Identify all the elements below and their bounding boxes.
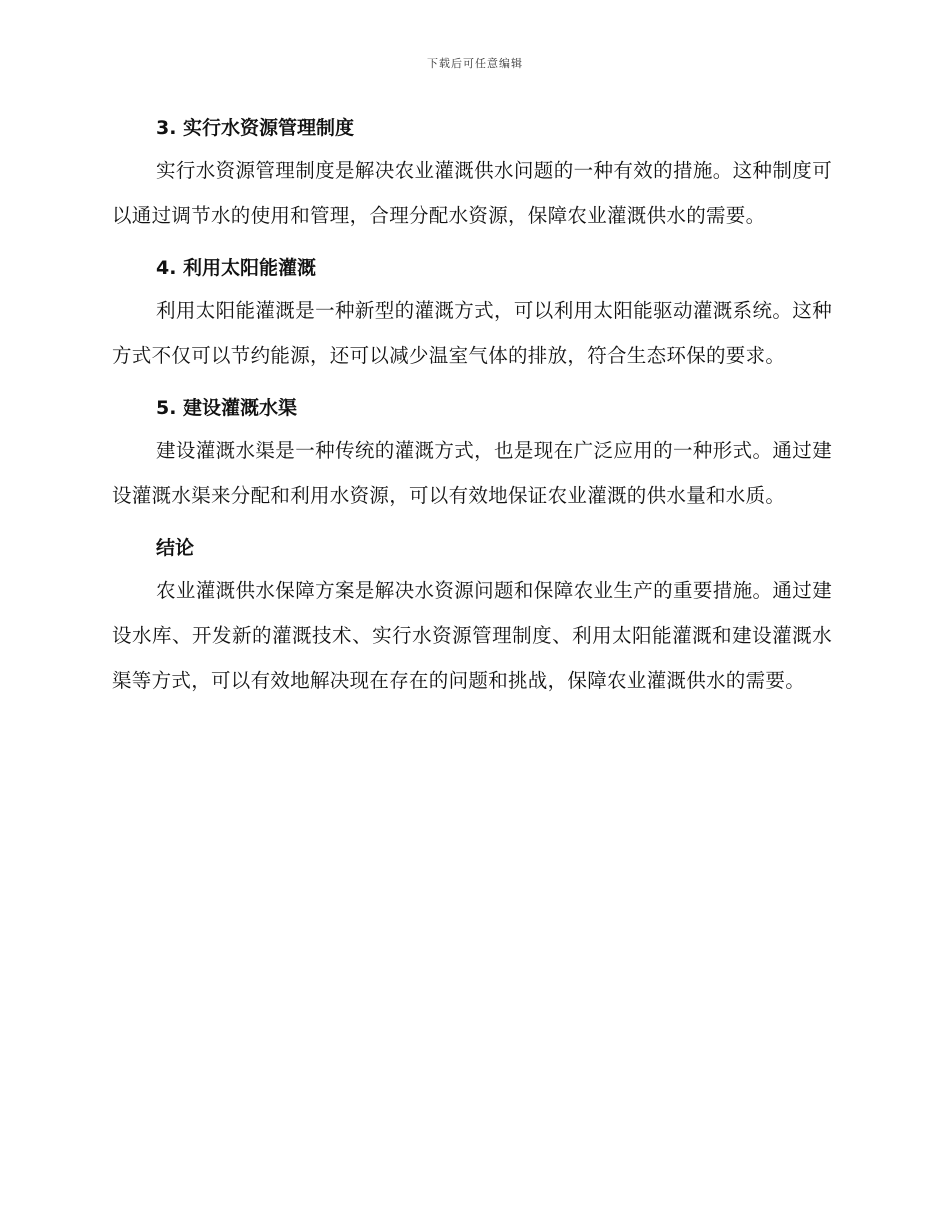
section-4 [112, 252, 832, 378]
section-heading: 4. 利用太阳能灌溉 [156, 257, 317, 279]
document-body [112, 112, 832, 703]
section-5 [112, 392, 832, 518]
section-paragraph: 建设灌溉水渠是一种传统的灌溉方式，也是现在广泛应用的一种形式。通过建设灌溉水渠来分配和利用水资源，可以有效地保证农业灌溉的供水量和水质。 [112, 439, 832, 507]
section-heading: 3. 实行水资源管理制度 [156, 117, 355, 139]
section-paragraph: 农业灌溉供水保障方案是解决水资源问题和保障农业生产的重要措施。通过建设水库、开发新的灌溉技术、实行水资源管理制度、利用太阳能灌溉和建设灌溉水渠等方式，可以有效地解决现在存在的问题和挑战，保障农业灌溉供水的需要。 [112, 579, 832, 692]
section-paragraph: 利用太阳能灌溉是一种新型的灌溉方式，可以利用太阳能驱动灌溉系统。这种方式不仅可以节约能源，还可以减少温室气体的排放，符合生态环保的要求。 [112, 299, 832, 367]
section-conclusion [112, 532, 832, 703]
section-3 [112, 112, 832, 238]
section-paragraph: 实行水资源管理制度是解决农业灌溉供水问题的一种有效的措施。这种制度可以通过调节水的使用和管理，合理分配水资源，保障农业灌溉供水的需要。 [112, 159, 832, 227]
page-header-note: 下载后可任意编辑 [427, 57, 523, 70]
section-heading: 结论 [156, 537, 195, 559]
section-heading: 5. 建设灌溉水渠 [156, 397, 298, 419]
